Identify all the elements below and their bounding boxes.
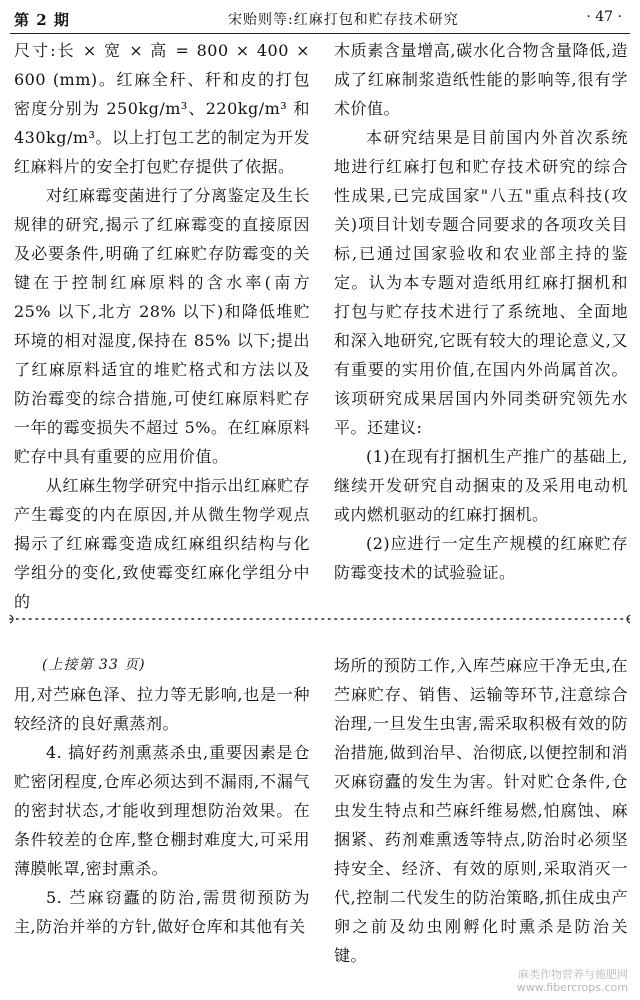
- continued-column-right: [334, 651, 628, 970]
- watermark-site-name: 麻类作物营养与施肥网: [518, 968, 628, 981]
- paragraph: (2)应进行一定生产规模的红麻贮存防霉变技术的试验验证。: [334, 534, 628, 582]
- page-number: · 47 ·: [586, 9, 622, 25]
- paragraph: 4. 搞好药剂熏蒸杀虫,重要因素是仓贮密闭程度,仓库必须达到不漏雨,不漏气的密封状态,才能收到理想防治效果。在条件较差的仓库,整仓棚封难度大,可采用薄膜帐罩,密封熏杀。: [14, 743, 310, 878]
- continued-from-note: (上接第 33 页): [42, 657, 146, 673]
- paragraph: 尺寸:长 × 宽 × 高 = 800 × 400 × 600 (mm)。红麻全秆、秆和皮的打包密度分别为 250kg/m³、220kg/m³ 和 430kg/m³。以上打包工艺的制定为开发红麻料片的安全打包贮存提供了依据。: [14, 41, 310, 176]
- page-header: [0, 0, 640, 34]
- paragraph: 从红麻生物学研究中指示出红麻贮存产生霉变的内在原因,并从微生物学观点揭示了红麻霉变造成红麻组织结构与化学组分的变化,致使霉变红麻化学组分中的: [14, 476, 311, 611]
- paragraph: 本研究结果是目前国内外首次系统地进行红麻打包和贮存技术研究的综合性成果,已完成国家"八五"重点科技(攻关)项目计划专题合同要求的各项攻关目标,已通过国家验收和农业部主持的鉴定。认为本专题对造纸用红麻打捆机和打包与贮存技术进行了系统地、全面地和深入地研究,它既有较大的理论意义,又有重要的实用价值,在国内外尚属首次。该项研究成果居国内外同类研究领先水平。还建议:: [334, 128, 628, 437]
- header-rule: [10, 33, 630, 34]
- paragraph: 场所的预防工作,入库苎麻应干净无虫,在苎麻贮存、销售、运输等环节,注意综合治理,一旦发生虫害,需采取积极有效的防治措施,做到治早、治彻底,以便控制和消灭麻窃蠹的发生为害。针对贮仓条件,仓虫发生特点和苎麻纤维易燃,怕腐蚀、麻捆紧、药剂难熏透等特点,防治时必须坚持安全、经济、有效的原则,采取消灭一代,控制二代发生的防治策略,抓住成虫产卵之前及幼虫刚孵化时熏杀是防治关键。: [334, 656, 628, 965]
- article-column-left: [14, 36, 310, 616]
- paragraph: (1)在现有打捆机生产推广的基础上,继续开发研究自动捆束的及采用电动机或内燃机驱动的红麻打捆机。: [334, 447, 628, 524]
- continued-column-left: [14, 651, 310, 941]
- article-column-right: [334, 36, 628, 587]
- paragraph: 木质素含量增高,碳水化合物含量降低,造成了红麻制浆造纸性能的影响等,很有学术价值。: [334, 41, 628, 118]
- site-watermark: [517, 968, 628, 994]
- issue-number: 第 2 期: [14, 11, 70, 29]
- paragraph: 5. 苎麻窃蠹的防治,需贯彻预防为主,防治并举的方针,做好仓库和其他有关: [14, 888, 310, 936]
- section-divider: [8, 612, 632, 626]
- watermark-url: www.fibercrops.com: [516, 981, 628, 994]
- paragraph: 用,对苎麻色泽、拉力等无影响,也是一种较经济的良好熏蒸剂。: [14, 685, 310, 733]
- running-title: 宋贻则等:红麻打包和贮存技术研究: [228, 12, 459, 28]
- paragraph: 对红麻霉变菌进行了分离鉴定及生长规律的研究,揭示了红麻霉变的直接原因及必要条件,明确了红麻贮存防霉变的关键在于控制红麻原料的含水率(南方 25% 以下,北方 28% 以下)和降低堆贮环境的相对湿度,保持在 85% 以下;提出了红麻原料适宜的堆贮格式和方法以及防治霉变的综合措施,可使红麻原料贮存一年的霉变损失不超过 5%。在红麻原料贮存中具有重要的应用价值。: [14, 186, 311, 466]
